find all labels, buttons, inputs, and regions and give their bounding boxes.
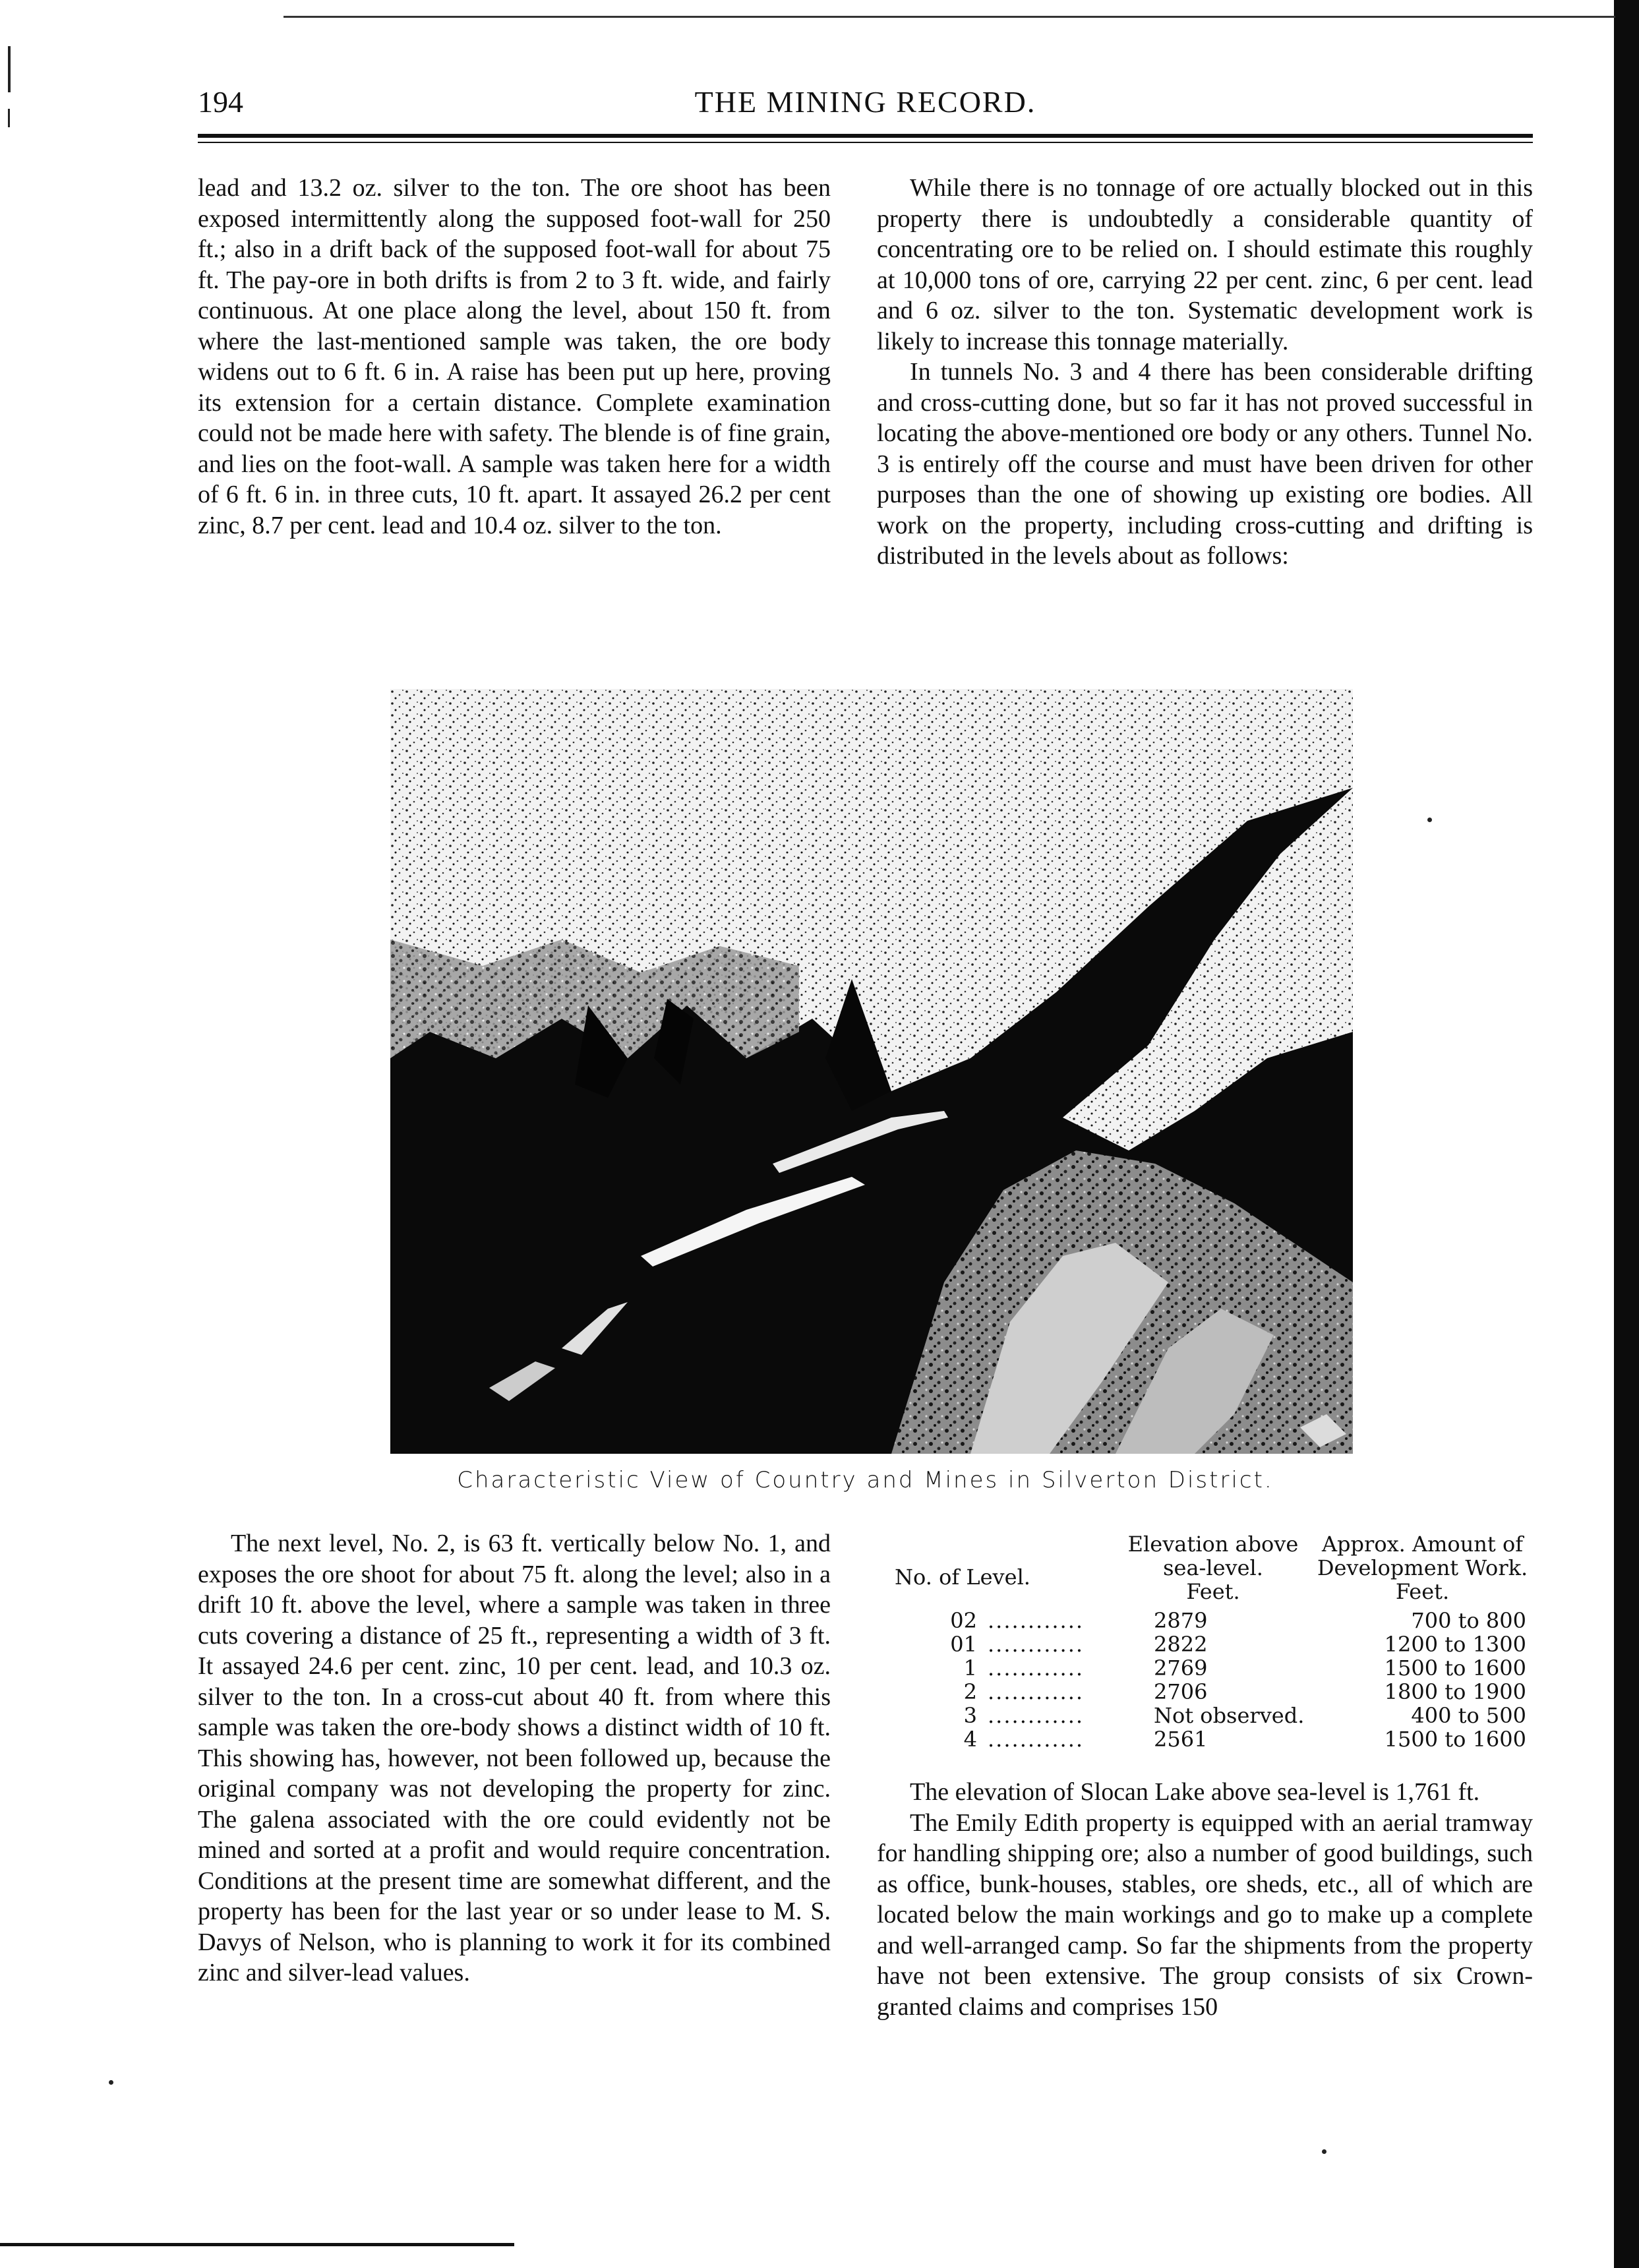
header-elevation	[1114, 1532, 1312, 1603]
scan-mark-left	[8, 46, 11, 92]
table-row	[877, 1656, 1533, 1680]
development-cell: 1500 to 1600	[1384, 1727, 1526, 1752]
left-column-top-paragraph: lead and 13.2 oz. silver to the ton. The ore shoot has been exposed intermittently along the supposed foot-wall for 250 ft.; also in a drift back of the supposed foot-wall for about 75 ft. The pay-ore in both drifts is from 2 to 3 ft. wide, and fairly continuous. At one place along the level, about 150 ft. from where the last-mentioned sample was taken, the ore body widens out to 6 ft. 6 in. A raise has been put up here, proving its extension for a certain distance. Complete examination could not be made here with safety. The blende is of fine grain, and lies on the foot-wall. A sample was taken here for a width of 6 ft. 6 in. in three cuts, 10 ft. apart. It assayed 26.2 per cent zinc, 8.7 per cent. lead and 10.4 oz. silver to the ton.	[198, 174, 831, 539]
right-column-top	[877, 173, 1533, 572]
header-line: Elevation above	[1127, 1532, 1299, 1557]
print-speck	[1322, 2149, 1326, 2154]
leader-dots: ............	[988, 1656, 1085, 1680]
elevation-cell: 2561	[1154, 1727, 1208, 1752]
elevation-cell: Not observed.	[1154, 1703, 1305, 1728]
level-cell: 02	[950, 1608, 977, 1633]
print-speck	[109, 2080, 113, 2085]
level-cell: 4	[963, 1727, 977, 1752]
header-development	[1312, 1532, 1533, 1603]
paragraph: In tunnels No. 3 and 4 there has been considerable drifting and cross-cutting done, but so far it has not proved successful in locating the above-mentioned ore body or any others. Tunnel No. 3 is entirely off the course and must have been driven for other purposes than the one of showing up existing ore bodies. All work on the property, including cross-cutting and drifting is distributed in the levels about as follows:	[877, 358, 1533, 570]
level-cell: 2	[963, 1679, 977, 1704]
elevation-cell: 2822	[1154, 1632, 1208, 1657]
scan-line-top	[283, 16, 1615, 18]
paragraph: The elevation of Slocan Lake above sea-level is 1,761 ft.	[910, 1778, 1480, 1806]
level-cell: 01	[950, 1632, 977, 1657]
elevation-cell: 2706	[1154, 1679, 1208, 1704]
header-rule-thick	[198, 134, 1533, 138]
levels-table	[877, 1528, 1533, 1779]
header-line: Development Work.	[1317, 1555, 1528, 1580]
page-header	[198, 84, 1533, 124]
scan-line-bottom	[0, 2243, 514, 2246]
development-cell: 1800 to 1900	[1384, 1679, 1526, 1704]
scan-mark-left	[8, 109, 10, 127]
header-no-of-level: No. of Level.	[895, 1565, 1030, 1590]
right-column-bottom	[877, 1777, 1533, 2022]
page-number: 194	[198, 85, 243, 119]
table-row	[877, 1727, 1533, 1751]
development-cell: 1500 to 1600	[1384, 1656, 1526, 1681]
leader-dots: ............	[988, 1632, 1085, 1656]
leader-dots: ............	[988, 1727, 1085, 1751]
table-row	[877, 1704, 1533, 1727]
print-speck	[1427, 818, 1432, 822]
header-rule-thin	[198, 142, 1533, 143]
level-cell: 3	[963, 1703, 977, 1728]
leader-dots: ............	[988, 1609, 1085, 1632]
leader-dots: ............	[988, 1680, 1085, 1704]
figure-caption: Characteristic View of Country and Mines in Silverton District.	[457, 1467, 1274, 1493]
table-row	[877, 1609, 1533, 1632]
development-cell: 400 to 500	[1411, 1703, 1526, 1728]
table-row	[877, 1632, 1533, 1656]
paragraph: The Emily Edith property is equipped with an aerial tramway for handling shipping ore; also a number of good buildings, such as office, bunk-houses, stables, ore sheds, etc., all of which are located below the main workings and go to make up a complete and well-arranged camp. So far the shipments from the property have not been extensive. The group consists of six Crown-granted claims and comprises 150	[877, 1808, 1533, 2021]
level-cell: 1	[963, 1656, 977, 1681]
mountain-mine-photo	[390, 689, 1353, 1454]
elevation-cell: 2879	[1154, 1608, 1208, 1633]
header-line: Approx. Amount of	[1321, 1532, 1524, 1557]
header-line: Feet.	[1186, 1579, 1240, 1604]
table-row	[877, 1680, 1533, 1704]
development-cell: 1200 to 1300	[1384, 1632, 1526, 1657]
elevation-cell: 2769	[1154, 1656, 1208, 1681]
running-title: THE MINING RECORD.	[694, 85, 1036, 119]
header-line: Feet.	[1395, 1579, 1450, 1604]
left-column-bottom-paragraph: The next level, No. 2, is 63 ft. vertically below No. 1, and exposes the ore shoot for about 75 ft. along the level; also in a drift 10 ft. above the level, where a sample was taken in three cuts covering a distance of 25 ft., representing a width of 3 ft. It assayed 24.6 per cent. zinc, 10 per cent. lead, and 10.3 oz. silver to the ton. In a cross-cut about 40 ft. from where this sample was taken the ore-body shows a distinct width of 10 ft. This showing has, however, not been followed up, because the original company was not developing the property for zinc. The galena associated with the ore could evidently not be mined and sorted at a profit and would require concentration. Conditions at the present time are somewhat different, and the property has been for the last year or so under lease to M. S. Davys of Nelson, who is planning to work it for its combined zinc and silver-lead values.	[198, 1530, 831, 1986]
paragraph: While there is no tonnage of ore actually blocked out in this property there is undoubtedly a considerable quantity of concentrating ore to be relied on. I should estimate this roughly at 10,000 tons of ore, carrying 22 per cent. zinc, 6 per cent. lead and 6 oz. silver to the ton. Systematic development work is likely to increase this tonnage materially.	[877, 174, 1533, 355]
development-cell: 700 to 800	[1411, 1608, 1526, 1633]
leader-dots: ............	[988, 1704, 1085, 1727]
header-line: sea-level.	[1163, 1555, 1263, 1580]
scan-border-right	[1614, 0, 1639, 2268]
